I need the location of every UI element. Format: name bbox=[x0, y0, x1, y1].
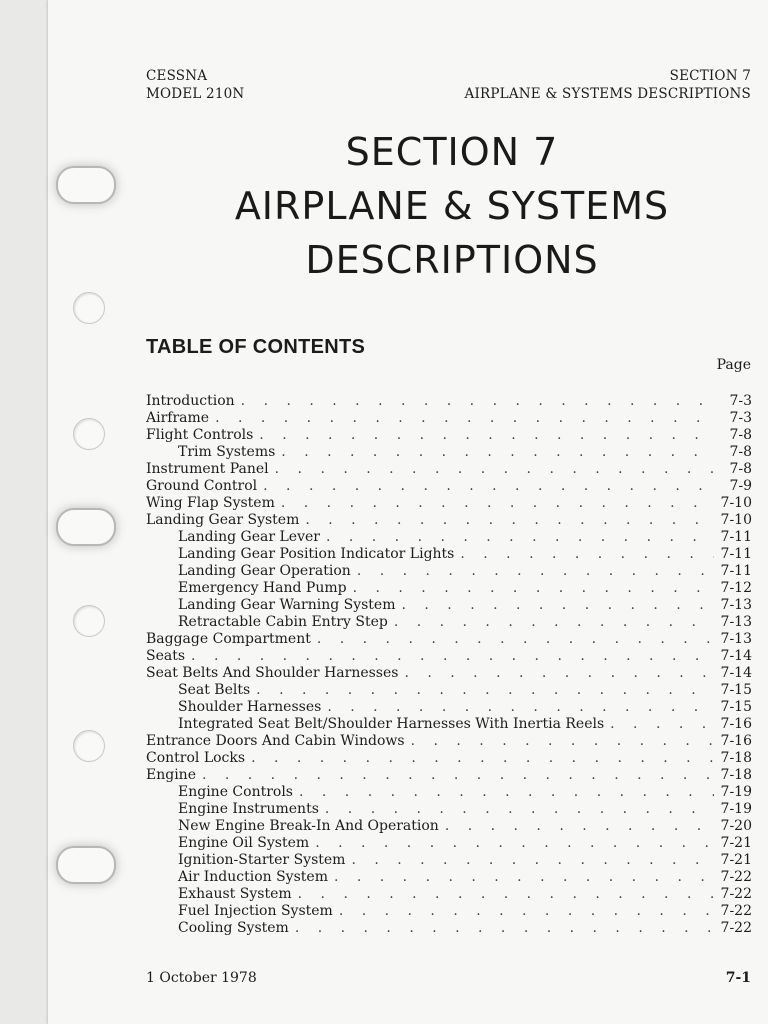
toc-subentry: Fuel Injection System . . . 7-22 bbox=[146, 903, 752, 920]
leader-dots bbox=[315, 835, 714, 852]
punched-hole-torn bbox=[56, 508, 116, 546]
toc-entry: Seats . . . 7-14 bbox=[146, 648, 752, 665]
leader-dots bbox=[299, 784, 714, 801]
leader-dots bbox=[202, 767, 714, 784]
punched-hole bbox=[73, 292, 105, 324]
toc-subentry: Trim Systems . . . 7-8 bbox=[146, 444, 752, 461]
leader-dots bbox=[241, 393, 714, 410]
leader-dots bbox=[351, 852, 714, 869]
leader-dots bbox=[256, 682, 714, 699]
leader-dots bbox=[295, 920, 714, 937]
toc-subentry: Ignition-Starter System . . . 7-21 bbox=[146, 852, 752, 869]
footer-page-number: 7-1 bbox=[725, 970, 751, 986]
leader-dots bbox=[334, 869, 714, 886]
toc-subentry: New Engine Break-In And Operation . . . 7-20 bbox=[146, 818, 752, 835]
punched-hole-torn bbox=[56, 846, 116, 884]
toc-entry: Entrance Doors And Cabin Windows . . . 7-16 bbox=[146, 733, 752, 750]
toc-subentry: Landing Gear Lever . . . 7-11 bbox=[146, 529, 752, 546]
footer-date: 1 October 1978 bbox=[146, 970, 257, 986]
leader-dots bbox=[339, 903, 714, 920]
title-line-3: DESCRIPTIONS bbox=[305, 238, 599, 282]
leader-dots bbox=[411, 733, 714, 750]
running-header-right bbox=[465, 67, 751, 103]
toc-entry: Control Locks . . . 7-18 bbox=[146, 750, 752, 767]
leader-dots bbox=[353, 580, 714, 597]
header-section-title: AIRPLANE & SYSTEMS DESCRIPTIONS bbox=[464, 86, 751, 102]
leader-dots bbox=[263, 478, 714, 495]
toc-subentry: Integrated Seat Belt/Shoulder Harnesses With Inertia Reels . . . 7-16 bbox=[146, 716, 752, 733]
toc-entry: Instrument Panel . . . 7-8 bbox=[146, 461, 752, 478]
leader-dots bbox=[404, 665, 714, 682]
toc-entry: Wing Flap System . . . 7-10 bbox=[146, 495, 752, 512]
toc-subentry: Landing Gear Position Indicator Lights . . . 7-11 bbox=[146, 546, 752, 563]
leader-dots bbox=[325, 801, 714, 818]
toc-subentry: Emergency Hand Pump . . . 7-12 bbox=[146, 580, 752, 597]
leader-dots bbox=[317, 631, 714, 648]
leader-dots bbox=[610, 716, 714, 733]
leader-dots bbox=[460, 546, 714, 563]
punched-hole bbox=[73, 418, 105, 450]
toc-subentry: Landing Gear Warning System . . . 7-13 bbox=[146, 597, 752, 614]
leader-dots bbox=[326, 529, 714, 546]
punched-hole bbox=[73, 605, 105, 637]
toc-subentry: Retractable Cabin Entry Step . . . 7-13 bbox=[146, 614, 752, 631]
title-line-2: AIRPLANE & SYSTEMS bbox=[234, 184, 670, 228]
page-title bbox=[146, 125, 758, 287]
header-model: MODEL 210N bbox=[146, 86, 245, 102]
header-manufacturer: CESSNA bbox=[146, 68, 208, 84]
leader-dots bbox=[275, 461, 714, 478]
title-line-1: SECTION 7 bbox=[345, 130, 559, 174]
toc-entry: Baggage Compartment . . . 7-13 bbox=[146, 631, 752, 648]
toc-subentry: Cooling System . . . 7-22 bbox=[146, 920, 752, 937]
toc-entry: Landing Gear System . . . 7-10 bbox=[146, 512, 752, 529]
leader-dots bbox=[259, 427, 714, 444]
running-header-left bbox=[146, 67, 244, 103]
toc-subentry: Engine Instruments . . . 7-19 bbox=[146, 801, 752, 818]
leader-dots bbox=[357, 563, 714, 580]
leader-dots bbox=[251, 750, 714, 767]
punched-hole-torn bbox=[56, 166, 116, 204]
leader-dots bbox=[281, 444, 714, 461]
table-of-contents bbox=[146, 393, 752, 937]
toc-page-column-label: Page bbox=[716, 357, 751, 373]
toc-entry: Ground Control . . . 7-9 bbox=[146, 478, 752, 495]
toc-entry: Flight Controls . . . 7-8 bbox=[146, 427, 752, 444]
toc-entry: Seat Belts And Shoulder Harnesses . . . 7-14 bbox=[146, 665, 752, 682]
toc-entry: Introduction . . . 7-3 bbox=[146, 393, 752, 410]
leader-dots bbox=[298, 886, 714, 903]
toc-subentry: Air Induction System . . . 7-22 bbox=[146, 869, 752, 886]
leader-dots bbox=[191, 648, 714, 665]
header-section: SECTION 7 bbox=[669, 68, 751, 84]
toc-heading: TABLE OF CONTENTS bbox=[146, 336, 366, 358]
toc-subentry: Seat Belts . . . 7-15 bbox=[146, 682, 752, 699]
leader-dots bbox=[445, 818, 714, 835]
toc-entry: Engine . . . 7-18 bbox=[146, 767, 752, 784]
leader-dots bbox=[215, 410, 714, 427]
leader-dots bbox=[305, 512, 714, 529]
leader-dots bbox=[402, 597, 715, 614]
punched-hole bbox=[73, 730, 105, 762]
toc-subentry: Engine Oil System . . . 7-21 bbox=[146, 835, 752, 852]
toc-subentry: Landing Gear Operation . . . 7-11 bbox=[146, 563, 752, 580]
toc-subentry: Engine Controls . . . 7-19 bbox=[146, 784, 752, 801]
leader-dots bbox=[327, 699, 714, 716]
leader-dots bbox=[281, 495, 714, 512]
toc-subentry: Shoulder Harnesses . . . 7-15 bbox=[146, 699, 752, 716]
toc-entry: Airframe . . . 7-3 bbox=[146, 410, 752, 427]
leader-dots bbox=[394, 614, 714, 631]
toc-subentry: Exhaust System . . . 7-22 bbox=[146, 886, 752, 903]
